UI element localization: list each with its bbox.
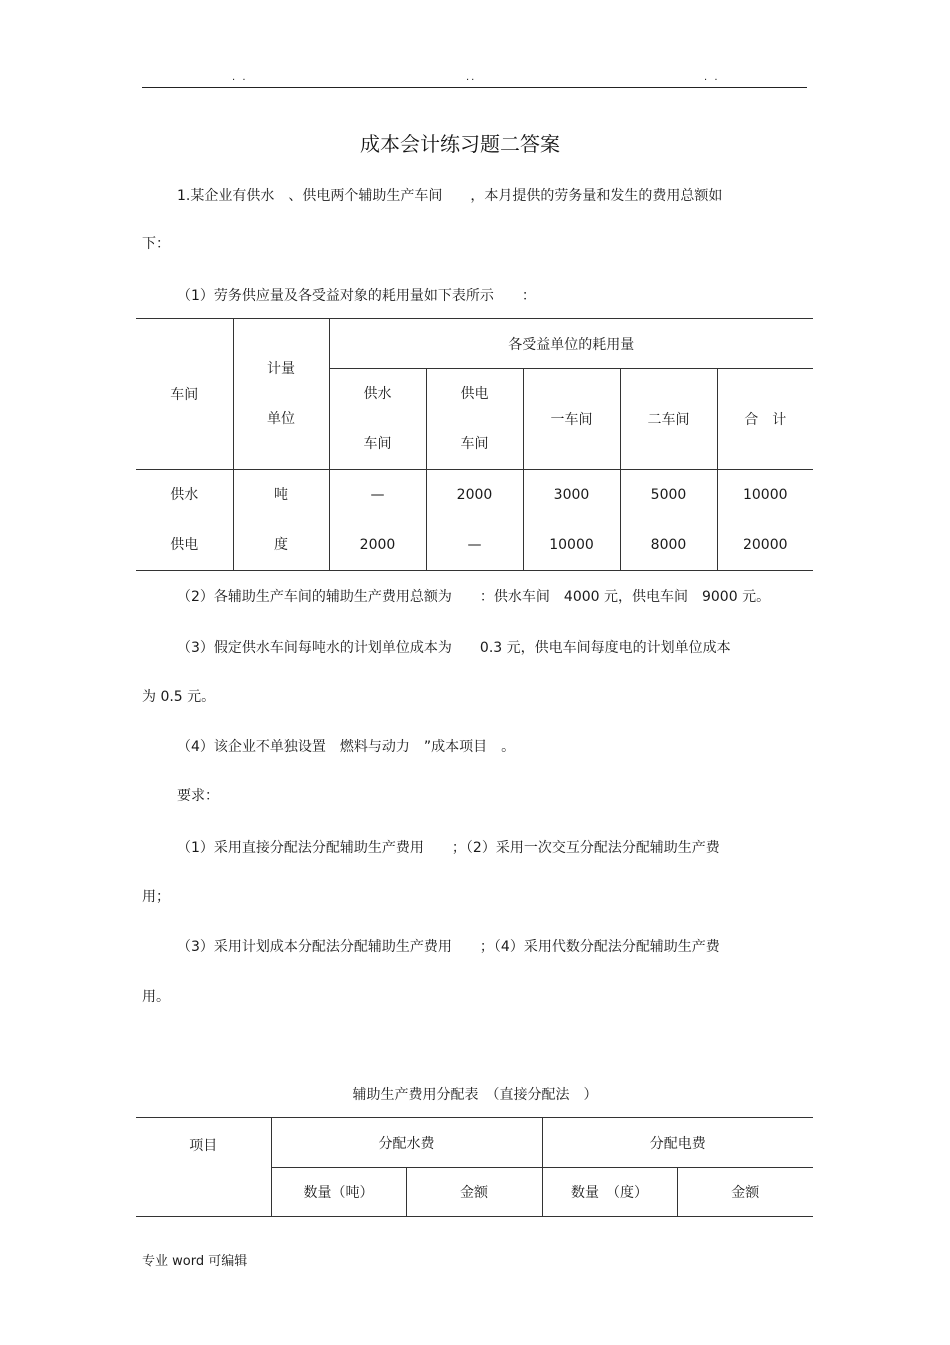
sub-header-total: 合 计 [717,369,813,470]
col-header-item: 项目 [136,1118,271,1217]
table-cell: 3000 [553,487,590,503]
table-cell: 供水 [170,487,199,503]
table-cell: 度 [274,537,288,553]
group-header-water: 分配水费 [271,1118,542,1168]
row-power [426,470,523,571]
table-cell: 供电 [170,537,199,553]
header-dots-left: . . [232,72,248,83]
item-2-text: （2）各辅助生产车间的辅助生产费用总额为 ：供水车间 4000 元，供电车间 9000 元。 [177,589,771,605]
table-cell: 2000 [359,537,396,553]
group-header-usage: 各受益单位的耗用量 [329,319,813,369]
sub-header-water-b: 车间 [363,436,392,452]
table-cell: 2000 [456,487,493,503]
item-4-text: （4）该企业不单独设置 燃料与动力 ”成本项目 。 [177,739,516,755]
requirement-2-line-1: （3）采用计划成本分配法分配辅助生产费用 ；（4）采用代数分配法分配辅助生产费 [177,939,720,955]
sub-header-ws1: 一车间 [523,369,620,470]
row-units [233,470,329,571]
sub-header-water-amount: 金额 [406,1168,542,1217]
table-cell: — [467,537,482,553]
group-header-power: 分配电费 [542,1118,813,1168]
allocation-table [136,1117,813,1217]
requirement-1-line-1: （1）采用直接分配法分配辅助生产费用 ；（2）采用一次交互分配法分配辅助生产费 [177,840,720,856]
row-names [136,470,233,571]
requirements-title: 要求： [177,788,219,804]
item-3-line-1: （3）假定供水车间每吨水的计划单位成本为 0.3 元，供电车间每度电的计划单位成本 [177,640,731,656]
header-rule [142,87,807,88]
sub-header-power-amount: 金额 [677,1168,813,1217]
sub-header-power [426,369,523,470]
col-header-unit-a: 计量 [267,361,295,377]
table-cell: 10000 [742,487,788,503]
table-cell: 10000 [549,537,594,553]
sub-header-power-qty: 数量 （度） [542,1168,677,1217]
table-cell: 吨 [274,487,288,503]
sub-header-ws2: 二车间 [620,369,717,470]
footer-text: 专业 word 可编辑 [142,1254,248,1269]
table-cell: — [370,487,385,503]
usage-table [136,318,813,571]
header-dots-mid: .. [466,72,477,83]
requirement-1-line-2: 用； [142,889,170,905]
row-total [717,470,813,571]
item-3-line-2: 为 0.5 元。 [142,689,216,705]
table-cell: 8000 [650,537,687,553]
table-cell: 20000 [742,537,788,553]
sub-header-power-b: 车间 [460,436,489,452]
requirement-2-line-2: 用。 [142,989,170,1005]
col-header-workshop: 车间 [136,319,233,470]
row-ws1 [523,470,620,571]
col-header-unit-b: 单位 [267,411,295,427]
header-dots-right: . . [704,72,720,83]
col-header-unit [233,319,329,470]
item-1-text: （1）劳务供应量及各受益对象的耗用量如下表所示 ： [177,288,536,304]
sub-header-power-a: 供电 [460,386,489,402]
row-ws2 [620,470,717,571]
sub-header-water [329,369,426,470]
intro-line-1: 1.某企业有供水 、供电两个辅助生产车间 ，本月提供的劳务量和发生的费用总额如 [177,188,723,204]
row-water [329,470,426,571]
sub-header-water-qty: 数量（吨） [271,1168,406,1217]
table-2-caption: 辅助生产费用分配表 （直接分配法 ） [352,1087,598,1103]
intro-line-2: 下： [142,236,170,252]
sub-header-water-a: 供水 [363,386,392,402]
page-title: 成本会计练习题二答案 [360,132,560,156]
table-cell: 5000 [650,487,687,503]
